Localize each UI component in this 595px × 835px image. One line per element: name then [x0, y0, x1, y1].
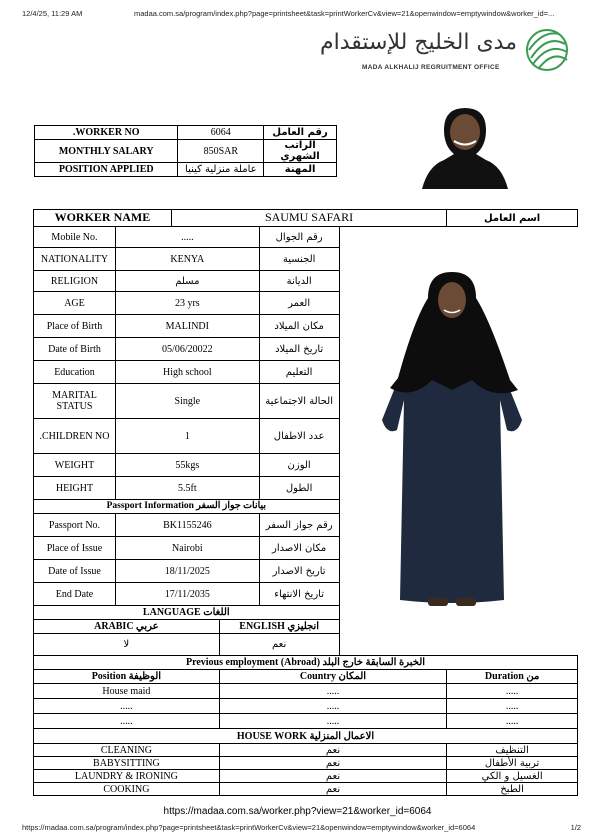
passport-ar: تاريخ الانتهاء	[259, 583, 339, 606]
print-footer	[22, 823, 581, 833]
logo-arabic-text: مدى الخليج للإستقدام	[320, 30, 517, 55]
logo-globe-icon	[525, 28, 569, 72]
print-footer-url: https://madaa.com.sa/program/index.php?page=printsheet&task=printWorkerCv&view=21&openwindow=emptywindow&worker_id=6064	[22, 823, 476, 832]
logo-english-text: MADA ALKHALIJ REGRUITMENT OFFICE	[362, 64, 500, 71]
detail-label: MARITAL STATUS	[34, 384, 116, 419]
salary-label: MONTHLY SALARY	[35, 140, 178, 163]
blank-cell	[339, 634, 577, 656]
position-ar: المهنة	[264, 163, 337, 177]
summary-row-position	[35, 163, 337, 177]
detail-value: 55kgs	[115, 454, 259, 477]
detail-value: MALINDI	[115, 315, 259, 338]
detail-row-mobile	[34, 227, 578, 248]
detail-label: AGE	[34, 292, 116, 315]
employment-col-position: Position الوظيفة	[34, 670, 220, 684]
passport-value: Nairobi	[115, 537, 259, 560]
housework-label: COOKING	[34, 783, 220, 796]
language-english-label: ENGLISH انجليزي	[219, 620, 339, 634]
detail-label: Education	[34, 361, 116, 384]
print-page-number: 1/2	[570, 823, 581, 832]
worker-name-value: SAUMU SAFARI	[171, 210, 446, 227]
employment-row	[34, 684, 578, 699]
worker-no-label: .WORKER NO	[35, 126, 178, 140]
detail-value: KENYA	[115, 248, 259, 271]
detail-value: High school	[115, 361, 259, 384]
language-arabic-value: لا	[34, 634, 220, 656]
housework-ar: التنظيف	[447, 744, 578, 757]
detail-value: 23 yrs	[115, 292, 259, 315]
employment-position: House maid	[34, 684, 220, 699]
housework-row	[34, 783, 578, 796]
worker-name-row	[34, 210, 578, 227]
passport-value: 17/11/2035	[115, 583, 259, 606]
worker-no-ar: رقم العامل	[264, 126, 337, 140]
summary-table	[34, 125, 337, 177]
passport-label: Date of Issue	[34, 560, 116, 583]
detail-label: Mobile No.	[34, 227, 116, 248]
worker-no-value: 6064	[178, 126, 264, 140]
housework-row	[34, 757, 578, 770]
language-arabic-label: ARABIC عربي	[34, 620, 220, 634]
detail-label: Place of Birth	[34, 315, 116, 338]
housework-value: نعم	[219, 744, 446, 757]
housework-label: BABYSITTING	[34, 757, 220, 770]
detail-ar: مكان الميلاد	[259, 315, 339, 338]
employment-country: .....	[219, 699, 446, 714]
employment-position: .....	[34, 699, 220, 714]
detail-value: مسلم	[115, 271, 259, 292]
employment-header-row	[34, 656, 578, 670]
worker-full-body-photo	[372, 270, 532, 612]
worker-name-ar: اسم العامل	[447, 210, 578, 227]
position-value: عاملة منزلية كينيا	[178, 163, 264, 177]
employment-header: Previous employment (Abroad) الخبرة السابقة خارج البلد	[34, 656, 578, 670]
blank-cell	[339, 620, 577, 634]
detail-value: Single	[115, 384, 259, 419]
detail-ar: الطول	[259, 477, 339, 500]
detail-label: .CHILDREN NO	[34, 419, 116, 454]
passport-value: 18/11/2025	[115, 560, 259, 583]
detail-value: 05/06/20022	[115, 338, 259, 361]
employment-columns-row	[34, 670, 578, 684]
language-english-value: نعم	[219, 634, 339, 656]
housework-value: نعم	[219, 783, 446, 796]
salary-value: 850SAR	[178, 140, 264, 163]
passport-value: BK1155246	[115, 514, 259, 537]
housework-value: نعم	[219, 757, 446, 770]
passport-label: End Date	[34, 583, 116, 606]
employment-col-country: Country المكان	[219, 670, 446, 684]
detail-value: 1	[115, 419, 259, 454]
housework-label: LAUNDRY & IRONING	[34, 770, 220, 783]
summary-row-salary	[35, 140, 337, 163]
detail-ar: الجنسية	[259, 248, 339, 271]
passport-header: Passport Information بيانات جواز السفر	[34, 500, 340, 514]
worker-headshot-photo	[414, 108, 516, 189]
detail-ar: التعليم	[259, 361, 339, 384]
detail-ar: عدد الاطفال	[259, 419, 339, 454]
worker-url: https://madaa.com.sa/worker.php?view=21&worker_id=6064	[163, 806, 432, 817]
housework-label: CLEANING	[34, 744, 220, 757]
detail-ar: تاريخ الميلاد	[259, 338, 339, 361]
employment-row	[34, 699, 578, 714]
passport-label: Place of Issue	[34, 537, 116, 560]
language-labels-row	[34, 620, 578, 634]
employment-row	[34, 714, 578, 729]
detail-label: RELIGION	[34, 271, 116, 292]
detail-label: NATIONALITY	[34, 248, 116, 271]
detail-ar: الوزن	[259, 454, 339, 477]
employment-duration: .....	[447, 699, 578, 714]
employment-position: .....	[34, 714, 220, 729]
detail-ar: الديانة	[259, 271, 339, 292]
detail-ar: العمر	[259, 292, 339, 315]
detail-ar: الحالة الاجتماعية	[259, 384, 339, 419]
housework-row	[34, 744, 578, 757]
housework-ar: تربية الأطفال	[447, 757, 578, 770]
passport-ar: تاريخ الاصدار	[259, 560, 339, 583]
housework-value: نعم	[219, 770, 446, 783]
housework-header: HOUSE WORK الاعمال المنزلية	[34, 729, 578, 744]
passport-ar: مكان الاصدار	[259, 537, 339, 560]
housework-row	[34, 770, 578, 783]
employment-duration: .....	[447, 684, 578, 699]
print-url: madaa.com.sa/program/index.php?page=printsheet&task=printWorkerCv&view=21&openwindow=emptywindow&worker_id=...	[134, 9, 555, 18]
salary-ar: الراتب الشهري	[264, 140, 337, 163]
housework-ar: الطبخ	[447, 783, 578, 796]
detail-value: .....	[115, 227, 259, 248]
detail-ar: رقم الجوال	[259, 227, 339, 248]
summary-row-worker-no	[35, 126, 337, 140]
passport-label: Passport No.	[34, 514, 116, 537]
print-header	[22, 9, 581, 19]
language-header: LANGUAGE اللغات	[34, 606, 340, 620]
employment-country: .....	[219, 684, 446, 699]
print-datetime: 12/4/25, 11:29 AM	[22, 9, 83, 18]
position-label: POSITION APPLIED	[35, 163, 178, 177]
language-values-row	[34, 634, 578, 656]
passport-ar: رقم جواز السفر	[259, 514, 339, 537]
detail-label: Date of Birth	[34, 338, 116, 361]
detail-value: 5.5ft	[115, 477, 259, 500]
employment-country: .....	[219, 714, 446, 729]
employment-duration: .....	[447, 714, 578, 729]
detail-label: HEIGHT	[34, 477, 116, 500]
company-logo	[320, 28, 572, 78]
housework-header-row	[34, 729, 578, 744]
detail-label: WEIGHT	[34, 454, 116, 477]
housework-ar: الغسيل و الكي	[447, 770, 578, 783]
employment-col-duration: Duration من	[447, 670, 578, 684]
worker-name-label: WORKER NAME	[34, 210, 172, 227]
